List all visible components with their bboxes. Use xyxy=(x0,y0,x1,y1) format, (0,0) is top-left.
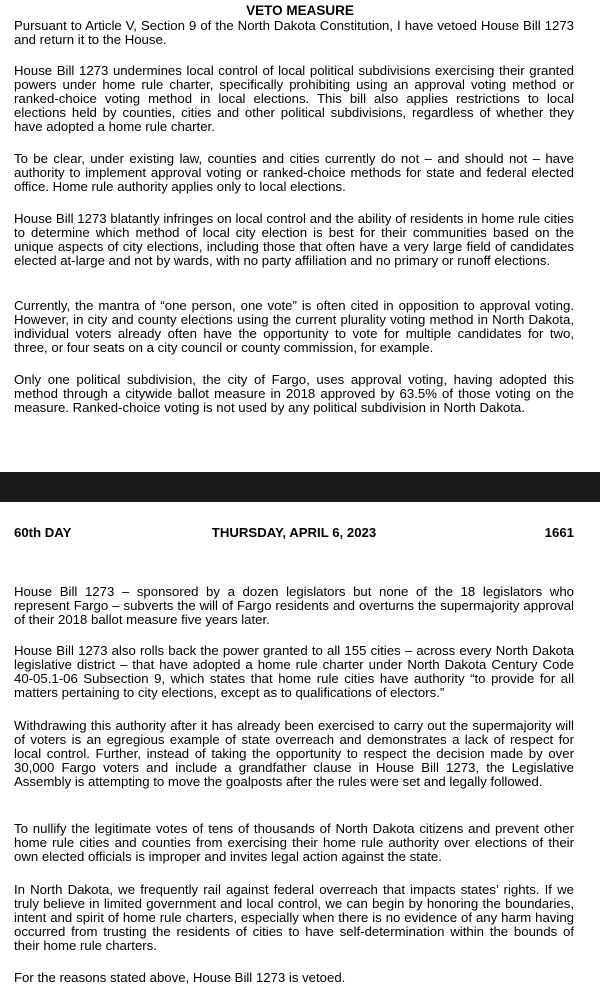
legislative-day: 60th DAY xyxy=(14,525,72,540)
paragraph: In North Dakota, we frequently rail against federal overreach that impacts states’ rights. If we truly believe in limited government and local control, we can begin by honoring the boundaries, intent and spirit of home rule charters, especially when there is no evidence of any harm having occurred from trusting the residents of cities to have self-determination within the bounds of their home rule charters. xyxy=(14,882,574,953)
page-number: 1661 xyxy=(544,525,574,540)
paragraph: Only one political subdivision, the city of Fargo, uses approval voting, having adopted this method through a citywide ballot measure in 2018 approved by 63.5% of those voting on the measure. Ranked-choice voting is not used by any political subdivision in North Dakota. xyxy=(14,372,574,415)
paragraph: House Bill 1273 blatantly infringes on local control and the ability of residents in home rule cities to determine which method of local city election is best for their communities based on the unique aspects of city elections, including those that often have a very large field of candidates elected at-large and not by wards, with no party affiliation and no primary or runoff elections. xyxy=(14,211,574,268)
paragraph: To nullify the legitimate votes of tens of thousands of North Dakota citizens and prevent other home rule cities and counties from exercising their home rule authority over elections of their own elected officials is improper and invites legal action against the state. xyxy=(14,821,574,864)
bottom-page-section xyxy=(0,502,600,987)
page-divider-bar xyxy=(0,472,600,502)
paragraph: Currently, the mantra of “one person, one vote” is often cited in opposition to approval voting. However, in city and county elections using the current plurality voting method in North Dakota, individual voters already often have the opportunity to vote for multiple candidates for two, three, or four seats on a city council or county commission, for example. xyxy=(14,298,574,355)
page-header xyxy=(14,525,574,541)
paragraph: Withdrawing this authority after it has already been exercised to carry out the supermajority will of voters is an egregious example of state overreach and demonstrates a lack of respect for local control. Further, instead of taking the opportunity to respect the decision made by over 30,000 Fargo voters and include a grandfather clause in House Bill 1273, the Legislative Assembly is attempting to move the goalposts after the rules were set and legally followed. xyxy=(14,718,574,789)
paragraph: For the reasons stated above, House Bill 1273 is vetoed. xyxy=(14,970,346,985)
top-page-section xyxy=(0,0,600,472)
page-date: THURSDAY, APRIL 6, 2023 xyxy=(211,525,377,540)
paragraph: House Bill 1273 also rolls back the power granted to all 155 cities – across every North Dakota legislative district – that have adopted a home rule charter under North Dakota Century Code 40-05.1-06 Subsection 9, which states that home rule cities have authority “to provide for all matters pertaining to city elections, except as to qualifications of electors.” xyxy=(14,643,574,700)
paragraph: House Bill 1273 – sponsored by a dozen legislators but none of the 18 legislators who represent Fargo – subverts the will of Fargo residents and overturns the supermajority approval of their 2018 ballot measure five years later. xyxy=(14,584,574,627)
paragraph: House Bill 1273 undermines local control of local political subdivisions exercising their granted powers under home rule charter, specifically prohibiting using an approval voting method or ranked-choice voting method in local elections. This bill also applies restrictions to local elections held by counties, cities and other political subdivisions, regardless of whether they have adopted a home rule charter. xyxy=(14,63,574,134)
paragraph: To be clear, under existing law, counties and cities currently do not – and should not – have authority to implement approval voting or ranked-choice methods for state and federal elected office. Home rule authority applies only to local elections. xyxy=(14,151,574,194)
paragraph: Pursuant to Article V, Section 9 of the North Dakota Constitution, I have vetoed House Bill 1273 and return it to the House. xyxy=(14,18,574,47)
page-title: VETO MEASURE xyxy=(246,3,354,18)
